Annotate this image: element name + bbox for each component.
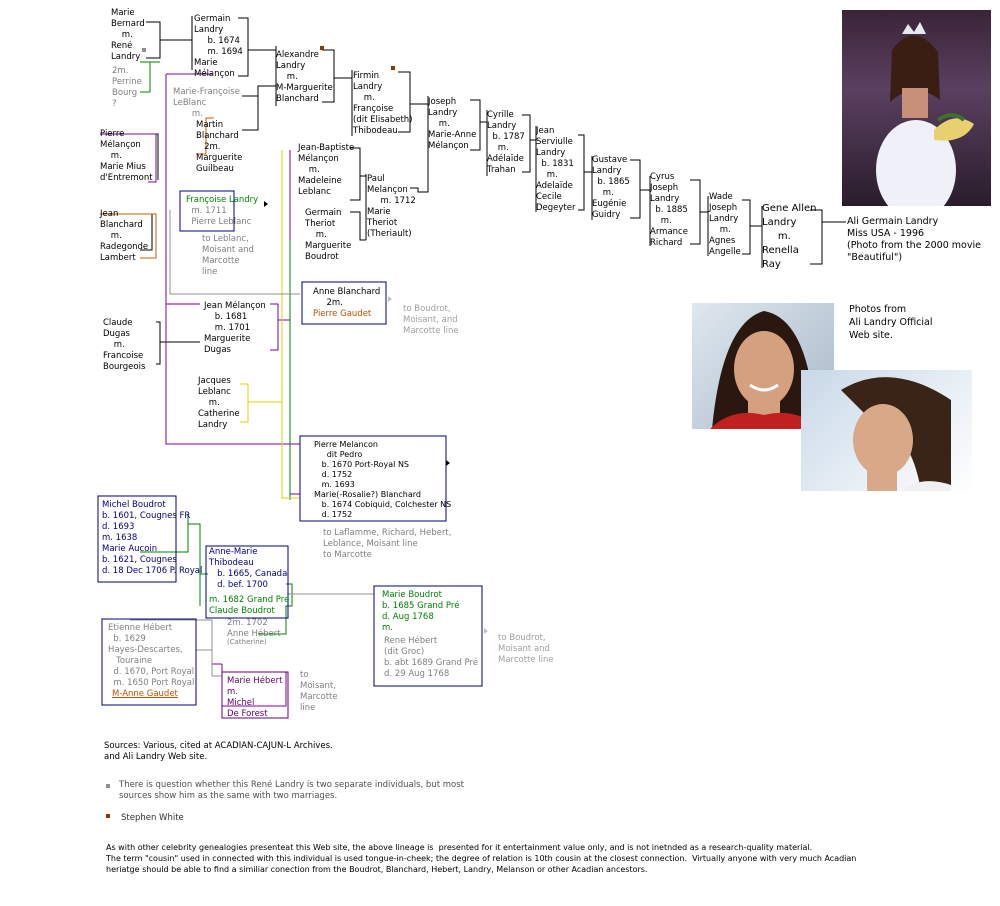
to-laflamme-line-note: to Laflamme, Richard, Hebert, Leblance, Moisant line to Marcotte [323,528,452,560]
person-jean-serviulle-landry: Jean Serviulle Landry b. 1831 m. Adelaïde Cecile Degeyter [536,126,576,213]
person-paul-melancon: Paul Melançon m. 1712 Marie Theriot (Theriault) [367,174,416,239]
question-marker-icon [106,784,110,788]
person-jean-baptiste-melancon: Jean-Baptiste Mélançon m. Madeleine Leblanc [298,143,355,197]
to-boudrot-line-note-2: to Boudrot, Moisant and Marcotte line [498,633,554,665]
person-joseph-landry: Joseph Landry m. Marie-Anne Mélançon [428,97,477,151]
person-anne-hebert-catherine: (Catherine) [227,638,267,646]
person-pierre-melancon-dit-pedro: Pierre Melancon dit Pedro b. 1670 Port-Royal NS d. 1752 m. 1693 Marie(-Rosalie?) Blanchard b. 1674 Cobiquid, Colchester NS d. 1752 [314,440,452,519]
photos-caption: Photos from Ali Landry Official Web site. [849,304,933,341]
person-cyrille-landry: Cyrille Landry b. 1787 m. Adélaïde Trahan [487,110,525,175]
stephen-white-note: Stephen White [121,813,184,823]
person-gene-allen-landry: Gene Allen Landry m. Renella Ray [762,203,817,270]
person-cyrus-landry: Cyrus Joseph Landry b. 1885 m. Armance Richard [650,172,688,248]
miss-usa-photo-illustration [842,10,991,206]
person-anne-blanchard: Anne Blanchard 2m. [313,287,381,308]
person-gustave-landry: Gustave Landry b. 1865 m. Eugénie Guidry [592,155,630,220]
to-leblanc-line-note: to Leblanc, Moisant and Marcotte line [202,234,254,277]
ali-landry-miss-usa-photo [842,10,991,206]
person-marie-hebert: Marie Hébert m. Michel De Forest [227,676,283,719]
person-ali-landry: Ali Germain Landry Miss USA - 1996 (Photo from the 2000 movie "Beautiful") [847,216,981,263]
person-germain-theriot: Germain Theriot m. Marguerite Boudrot [305,208,352,262]
person-marie-boudrot: Marie Boudrot b. 1685 Grand Pré d. Aug 1768 m. [382,590,460,633]
stephen-white-marker-icon [320,46,324,50]
person-francoise-landry: Françoise Landry [186,195,259,205]
person-michel-boudrot: Michel Boudrot b. 1601, Cougnes FR d. 1693 m. 1638 Marie Aucoin b. 1621, Cougnes d. 18 Dec 1706 P. Royal [102,500,203,576]
person-jean-melancon: Jean Mélançon b. 1681 m. 1701 Marguerite Dugas [204,301,266,355]
question-marker-icon [142,48,146,52]
person-francoise-landry-marriage: m. 1711 Pierre Leblanc [191,206,252,227]
person-rene-hebert: Rene Hébert (dit Groc) b. abt 1689 Grand Pré d. 29 Aug 1768 [384,636,479,679]
person-wade-landry: Wade Joseph Landry m. Agnes Angelle [709,192,741,257]
person-anne-hebert: 2m. 1702 Anne Hébert [227,618,281,639]
person-firmin-landry: Firmin Landry m. Françoise (dit Elisabeth) Thibodeau [353,71,413,136]
person-jacques-leblanc: Jacques Leblanc m. Catherine Landry [198,376,240,430]
person-martin-blanchard: Martin Blanchard 2m. Marguerite Guilbeau [196,120,243,174]
person-marie-francoise-leblanc: Marie-Françoise LeBlanc m. [173,87,240,119]
ali-landry-official-photo-2 [801,370,972,491]
to-boudrot-line-note: to Boudrot, Moisant, and Marcotte line [403,304,459,336]
person-m-anne-gaudet[interactable]: M-Anne Gaudet [112,689,178,699]
person-perrine-bourg: 2m. Perrine Bourg ? [112,66,142,109]
person-pierre-melancon: Pierre Mélançon m. Marie Mius d'Entremont [100,129,153,183]
person-pierre-gaudet: Pierre Gaudet [313,309,372,319]
person-anne-marie-thibodeau: Anne-Marie Thibodeau b. 1665, Canada d. bef. 1700 [209,547,288,590]
disclaimer-note: As with other celebrity genealogies presenteat this Web site, the above lineage is presented for it entertainment value only, and is not inetnded as a research-quality material. The term "cousin" used in connected with this individual is used tongue-in-cheek; the degree of relation is 10th cousin at the closest connection. Virtually anyone with very much Acadian heriatge should be able to find a similiar conection from the Boudrot, Blanchard, Hebert, Landry, Melanson or other Acadian ancestors. [106,843,857,874]
person-jean-blanchard: Jean Blanchard m. Radegonde Lambert [100,209,149,263]
stephen-white-marker-icon [106,814,110,818]
person-germain-landry-1674: Germain Landry b. 1674 m. 1694 Marie Mélançon [194,14,243,79]
person-alexandre-landry: Alexandre Landry m. M-Marguerite Blanchard [276,50,333,104]
person-marie-bernard-rene-landry: Marie Bernard m. René Landry [111,8,145,62]
person-etienne-hebert: Etienne Hébert b. 1629 Hayes-Descartes, Touraine d. 1670, Port Royal m. 1650 Port Royal [108,623,195,688]
person-claude-boudrot: m. 1682 Grand Pre Claude Boudrot [209,595,290,616]
person-claude-dugas: Claude Dugas m. Francoise Bourgeois [103,318,146,372]
to-moisant-line-note: to Moisant, Marcotte line [300,670,338,713]
question-note: There is question whether this René Landry is two separate individuals, but most sources show him as the same with two marriages. [119,780,464,801]
sources-note: Sources: Various, cited at ACADIAN-CAJUN-L Archives. and Ali Landry Web site. [104,741,333,762]
stephen-white-marker-icon [391,66,395,70]
portrait-illustration [801,370,972,491]
